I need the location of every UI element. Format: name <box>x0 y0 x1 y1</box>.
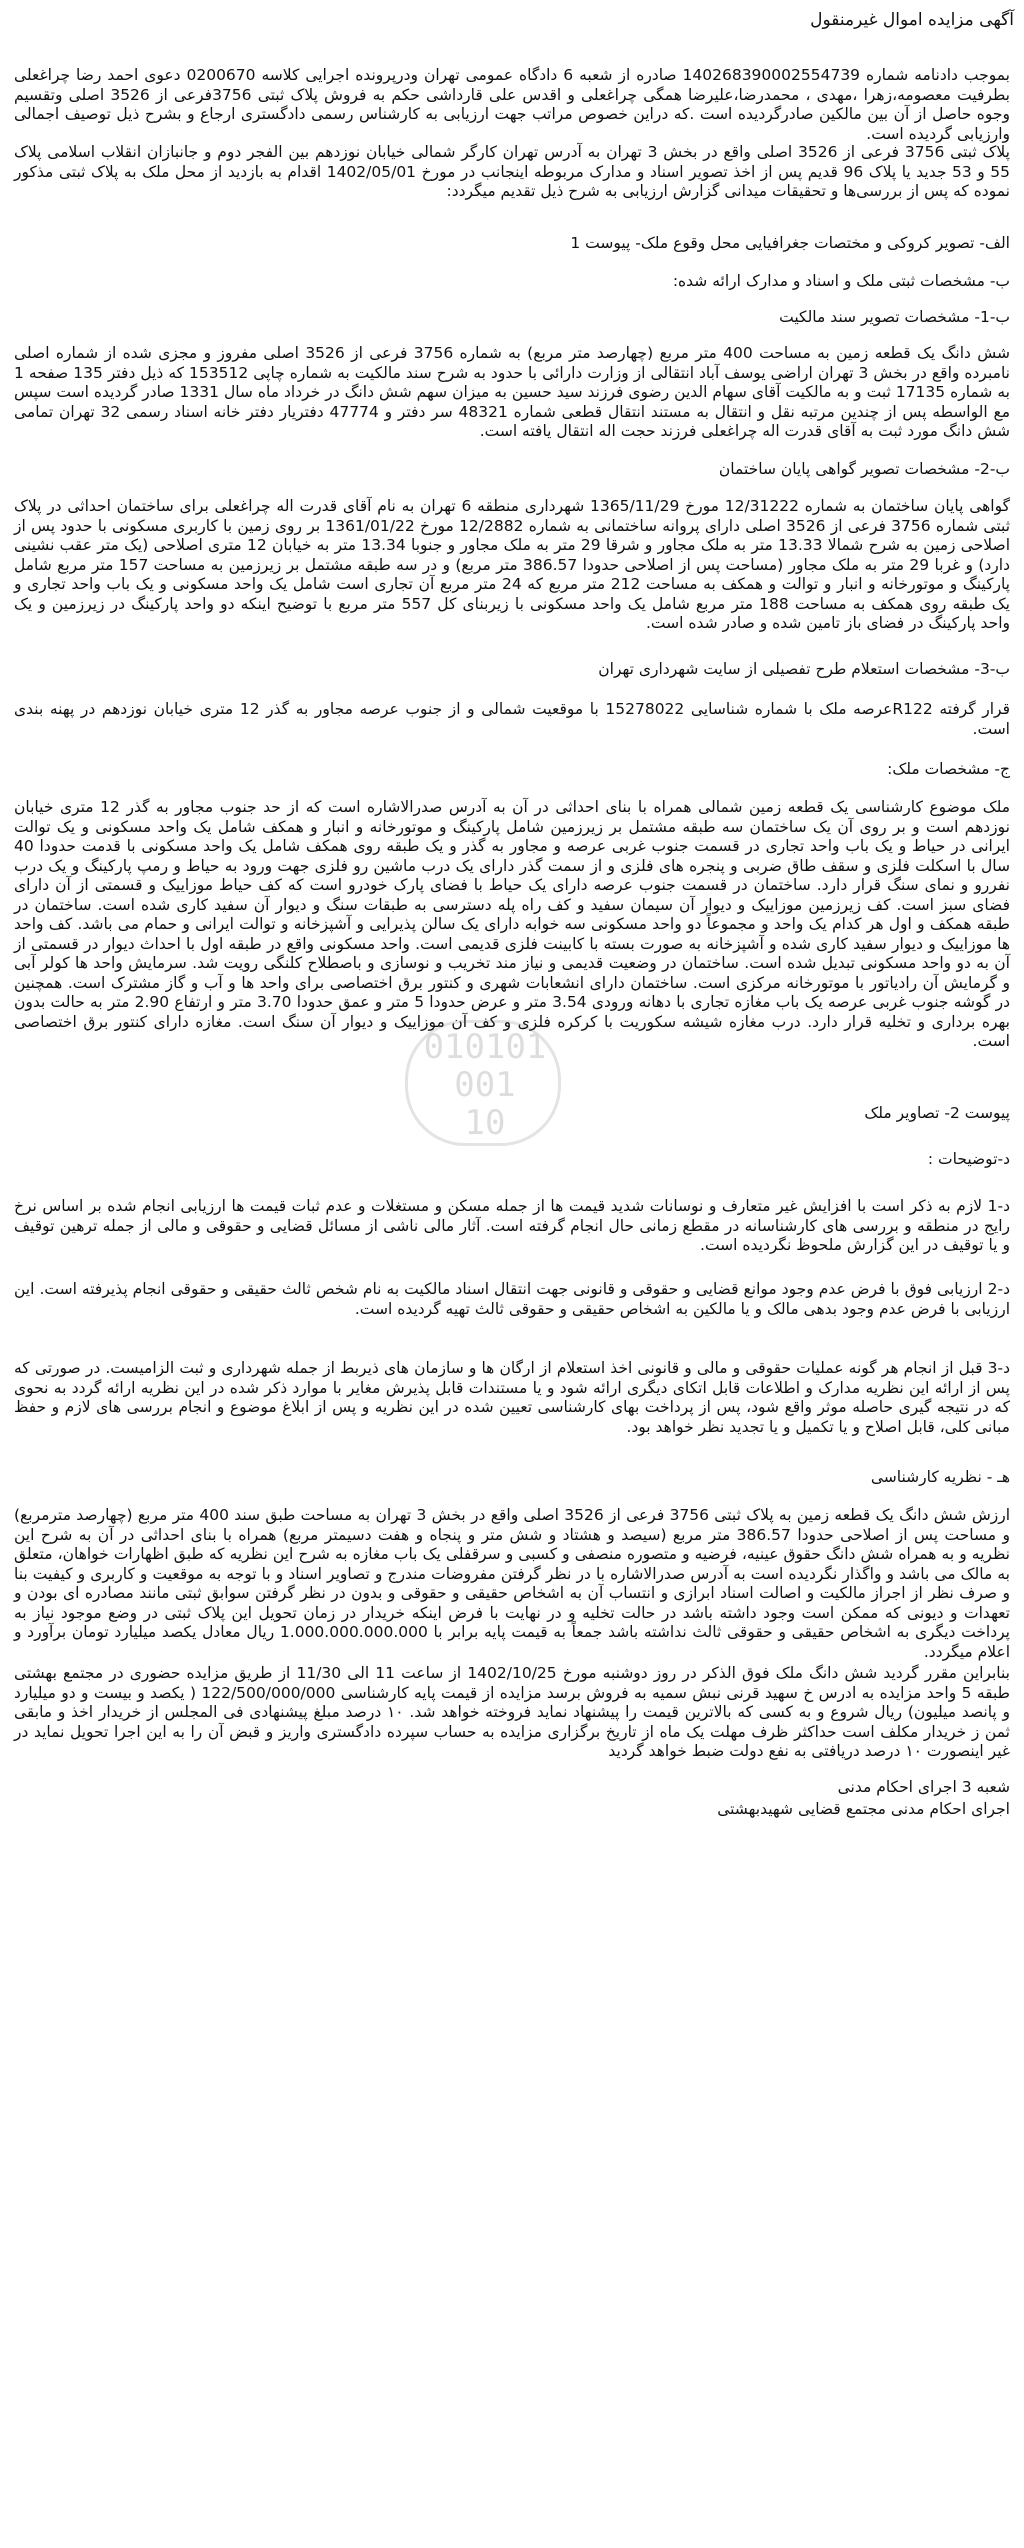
d1-paragraph: د-1 لازم به ذکر است با افزایش غیر متعارف و نوسانات شدید قیمت ها از جمله مسکن و مستغلات و عدم ثبات قیمت ها ارزیابی انجام شده بر اساس نرخ رایج در منطقه و بررسی های کارشناسانه در مقطع زمانی حال انجام گرفته است. آثار مالی ناشی از مسائل قضایی و حقوقی و مالی از جمله ترهین توقیف و یا توقیف در این گزارش ملحوظ نگردیده است. <box>14 1197 1010 1254</box>
d3-paragraph: د-3 قبل از انجام هر گونه عملیات حقوقی و مالی و قانونی اخذ استعلام از ارگان ها و سازمان های ذیربط از جمله شهرداری و ثبت الزامیست. در صورتی که پس از ارائه این نظریه مدارک و اطلاعات قابل اتکای دیگری ارائه شود و یا مستندات قابل پذیرش مغایر با موارد ذکر شده در این نظریه ارائه گردد به نحوی که در نتیجه گیری حاصله موثر واقع شود، پس از پرداخت بهای کارشناسی تعیین شده در این نظریه و پس از ابلاغ موضوع و انجام بررسی های لازم و حفظ مبانی کلی، قابل اصلاح و یا تکمیل و یا تجدید نظر خواهد بود. <box>14 1359 1010 1436</box>
section-b3-heading: ب-3- مشخصات استعلام طرح تفصیلی از سایت شهرداری تهران <box>598 660 1010 678</box>
plaque-paragraph: پلاک ثبتی 3756 فرعی از 3526 اصلی واقع در بخش 3 تهران به آدرس تهران کارگر شمالی خیابان نوزدهم بین الفجر دوم و جانبازان انقلاب اسلامی پلاک 55 و 53 جدید یا پلاک 96 قدیم پس از اخذ تصویر اسناد و مدارک مربوطه اینجانب در مورخ 1402/05/01 اقدام به بازدید از محل ملک به پلاک ثبتی مذکور نموده که پس از بررسی‌ها و تحقیقات میدانی گزارش ارزیابی به شرح ذیل تقدیم میگردد: <box>14 143 1010 200</box>
section-b2-heading: ب-2- مشخصات تصویر گواهی پایان ساختمان <box>718 460 1010 478</box>
h-paragraph: ارزش شش دانگ یک قطعه زمین به پلاک ثبتی 3756 فرعی از 3526 اصلی واقع در بخش 3 تهران به مساحت طبق سند 400 متر مربع (چهارصد مترمربع) و مساحت پس از اصلاحی حدودا 386.57 متر مربع (سیصد و هشتاد و شش متر و پنجاه و هفت دسیمتر مربع) همراه با بنای احداثی در آن به شرح این نظریه و به همراه شش دانگ حقوق عینیه، فرضیه و متصوره منصفی و کسبی و سرقفلی یک باب مغازه به شرح این نظریه که طبق اظهارات خواهان، متعلق به مالک می باشد و واگذار نگردیده است به آدرس صدرالاشاره با در نظر گرفتن مفروضات مندرج و تصاویر اسناد و با توجه به موقعیت و کاربری و کیفیت بنا و صرف نظر از اجراز مالکیت و اصالت اسناد ابرازی و انتساب آن به اشخاص حقیقی و حقوقی و بدون در نظر گرفتن سوابق ثبتی مانند مصادره ای بودن و تعهدات و دیونی که ممکن است وجود داشته باشد در حالت تخلیه و در نهایت با فرض اینکه خریدار در زمان تحویل این پلاک ثبتی در وضع موجود نیاز به پرداخت دیگری به اشخاص حقیقی و حقوقی ثالث نداشته باشد جمعاً به قیمت پایه برابر با 1.000.000.000.000 ریال معادل یکصد میلیارد تومان برآورد و اعلام میگردد. <box>14 1506 1011 1661</box>
b1-paragraph: شش دانگ یک قطعه زمین به مساحت 400 متر مربع (چهارصد متر مربع) به شماره 3756 فرعی از 3526 اصلی مفروز و مجزی شده از شماره اصلی نامبرده واقع در بخش 3 تهران اراضی یوسف آباد انتقالی از وزارت دارائی با حدود به شرح سند مالکیت به شماره چاپی 153512 که ذیل دفتر 135 صفحه 1 به شماره 17135 ثبت و به مالکیت آقای سهام الدین رضوی فرزند سید حسین به میزان سهم شش دانگ در خرداد ماه سال 1331 صادر گردیده است سپس مع الواسطه پس از چندین مرتبه نقل و انتقال به مستند انتقال قطعی شماره 48321 سر دفتر و 47774 دفتریار دفتر خانه اسناد رسمی 32 تهران تمامی شش دانگ مورد ثبت به آقای قدرت اله چراغعلی فرزند حجت اله انتقال یافته است. <box>14 344 1010 440</box>
section-h-heading: هـ - نظریه کارشناسی <box>870 1468 1010 1486</box>
watermark-digits: 010101 001 10 <box>423 1027 547 1143</box>
notice-title: آگهی مزایده اموال غیرمنقول <box>810 10 1014 30</box>
section-j-heading: ج- مشخصات ملک: <box>887 760 1010 778</box>
d2-paragraph: د-2 ارزیابی فوق با فرض عدم وجود موانع قضایی و حقوقی و قانونی جهت انتقال اسناد مالکیت به نام شخص ثالث حقیقی و حقوقی انجام پذیرفته است. این ارزیابی با فرض عدم وجود بدهی مالک و یا مالکین به اشخاص حقیقی و حقوقی ثالث تهیه گردیده است. <box>14 1280 1010 1318</box>
office-signature: اجرای احکام مدنی مجتمع قضایی شهیدبهشتی <box>717 1800 1010 1818</box>
section-alef-heading: الف- تصویر کروکی و مختصات جغرافیایی محل وقوع ملک- پیوست 1 <box>570 234 1010 252</box>
section-d-heading: د-توضیحات : <box>927 1150 1010 1168</box>
attachment-2-heading: پیوست 2- تصاویر ملک <box>864 1104 1010 1122</box>
section-b-heading: ب- مشخصات ثبتی ملک و اسناد و مدارک ارائه شده: <box>672 272 1010 290</box>
section-b1-heading: ب-1- مشخصات تصویر سند مالکیت <box>779 308 1010 326</box>
b2-paragraph: گواهی پایان ساختمان به شماره 12/31222 مورخ 1365/11/29 شهرداری منطقه 6 تهران به نام آقای قدرت اله چراغعلی برای ساختمان احداثی در پلاک ثبتی شماره 3756 فرعی از 3526 اصلی دارای پروانه ساختمانی به شماره 12/2882 مورخ 1361/01/22 بر روی زمین با کاربری مسکونی با حدود پس از اصلاحی زمین به شرح شمالا 13.33 متر به ملک مجاور و شرقا 29 متر به ملک مجاور و جنوبا 13.34 متر به خیابان 12 متری اصلاحی (یک متر عقب نشینی دارد) و غربا 29 متر به ملک مجاور (مساحت پس از اصلاحی حدودا 386.57 متر مربع) و در سه طبقه مشتمل بر زیرزمین به مساحت 157 متر مربع شامل پارکینگ و موتورخانه و انبار و توالت و همکف به مساحت 212 متر مربع که 24 متر مربع آن تجاری است شامل یک واحد مسکونی و یک باب واحد تجاری و یک طبقه روی همکف به مساحت 188 متر مربع شامل یک واحد مسکونی با زیربنای کل 557 متر مربع با توضیح اینکه دو واحد پارکینگ در زیرزمین و یک واحد پارکینگ در فضای باز تامین شده و صادر شده است. <box>14 497 1011 632</box>
auction-paragraph: بنابراین مقرر گردید شش دانگ ملک فوق الذکر در روز دوشنبه مورخ 1402/10/25 از ساعت 11 الی 11/30 از طریق مزایده حضوری در مجتمع بهشتی طبقه 5 واحد مزایده به ادرس خ سهید قرنی نبش سمیه به فروش برسد مزایده از قیمت پایه کارشناسی 122/500/000/000 ( یکصد و بیست و دو میلیارد و پانصد میلیون) ریال شروع و به کسی که بالاترین قیمت را پیشنهاد نماید فروخته خواهد شد. ۱۰ درصد مبلغ پیشنهادی فی المجلس از خریدار اخذ و مابقی ثمن ز خریدار مکلف است حداکثر ظرف مهلت یک ماه از تاریخ برگزاری مزایده به حساب سپرده دادگستری واریز و قبض آن را به این اجرا تحویل نماید در غیر اینصورت ۱۰ درصد دریافتی به نفع دولت ضبط خواهد گردید <box>14 1664 1010 1760</box>
j-paragraph: ملک موضوع کارشناسی یک قطعه زمین شمالی همراه با بنای احداثی در آن به آدرس صدرالاشاره است که از حد جنوب مجاور به گذر 12 متری خیابان نوزدهم است و بر روی آن یک ساختمان سه طبقه مشتمل بر زیرزمین شامل پارکینگ و موتورخانه و انبار و همکف شامل یک واحد مسکونی و یک توالت ایرانی در حیاط و یک باب واحد تجاری در قسمت جنوب غربی عرصه و مجاور به گذر و یک طبقه روی همکف شامل یک واحد مسکونی با قدمت حدودا 40 سال با اسکلت فلزی و سقف طاق ضربی و پنجره های فلزی و از سمت گذر دارای یک درب ماشین رو فلزی جهت ورود به حیاط و رمپ پارکینگ و یک درب نفررو و نمای سنگ قرار دارد. ساختمان در قسمت جنوب عرصه دارای یک حیاط با فضای پارک خودرو است که کف حیاط موزاییک و قسمتی از آن دارای فضای سبز است. کف زیرزمین موزاییک و دیوار آن سیمان سفید و کف راه پله دسترسی به طبقات سنگ و دیوار آن سفید کاری شده است. ساختمان در طبقه همکف و اول هر کدام یک واحد و مجموعاً دو واحد مسکونی سه خوابه دارای یک سالن پذیرایی و آشپزخانه و توالت ایرانی و حمام می باشد. کف واحد ها موزاییک و دیوار سفید کاری شده و آشپزخانه به صورت بسته با کابینت فلزی قدیمی است. واحد مسکونی واقع در طبقه اول با احداث دیوار در قسمتی از آن به دو واحد مسکونی تبدیل شده است. ساختمان در وضعیت قدیمی و نیاز مند تخریب و نوسازی و باصطلاح کلنگی رویت شد. سرمایش واحد ها کولر آبی و گرمایش آن رادیاتور با موتورخانه مرکزی است. ساختمان دارای انشعابات شهری و کنتور برق اختصاصی برای واحد ها و آب و گاز مشترک است. همچنین در گوشه جنوب غربی عرصه یک باب مغازه تجاری با دهانه ورودی 3.54 متر و عرض حدودا 5 متر و عمق حدودا 3.70 متر و ارتفاع 2.90 متر به حالت بدون بهره برداری و تخلیه قرار دارد. درب مغازه شیشه سکوریت با کرکره فلزی و کف آن موزاییک و دیوار آن سنگ است. مغازه دارای کنتور برق اختصاصی است. <box>14 798 1011 1050</box>
branch-signature: شعبه 3 اجرای احکام مدنی <box>837 1778 1010 1796</box>
intro-paragraph: بموجب دادنامه شماره 140268390002554739 صادره از شعبه 6 دادگاه عمومی تهران ودرپرونده اجرایی کلاسه 0200670 دعوی احمد رضا چراغعلی بطرفیت معصومه،زهرا ،مهدی ، محمدرضا،علیرضا همگی چراغعلی و اقدس علی قارداشی حکم به فروش پلاک ثبتی 3756فرعی از 3526 اصلی وتقسیم وجوه حاصل از آن بین مالکین صادرگردیده است .که دراین خصوص مراتب جهت ارزیابی به کارشناس رسمی دادگستری ارجاع و بشرح ذیل توصیف اجمالی وارزیابی گردیده است. <box>14 66 1010 143</box>
b3-paragraph: قرار گرفته R122عرصه ملک با شماره شناسایی 15278022 با موقعیت شمالی و از جنوب عرصه مجاور به گذر 12 متری خیابان نوزدهم در پهنه بندی است. <box>14 700 1011 738</box>
